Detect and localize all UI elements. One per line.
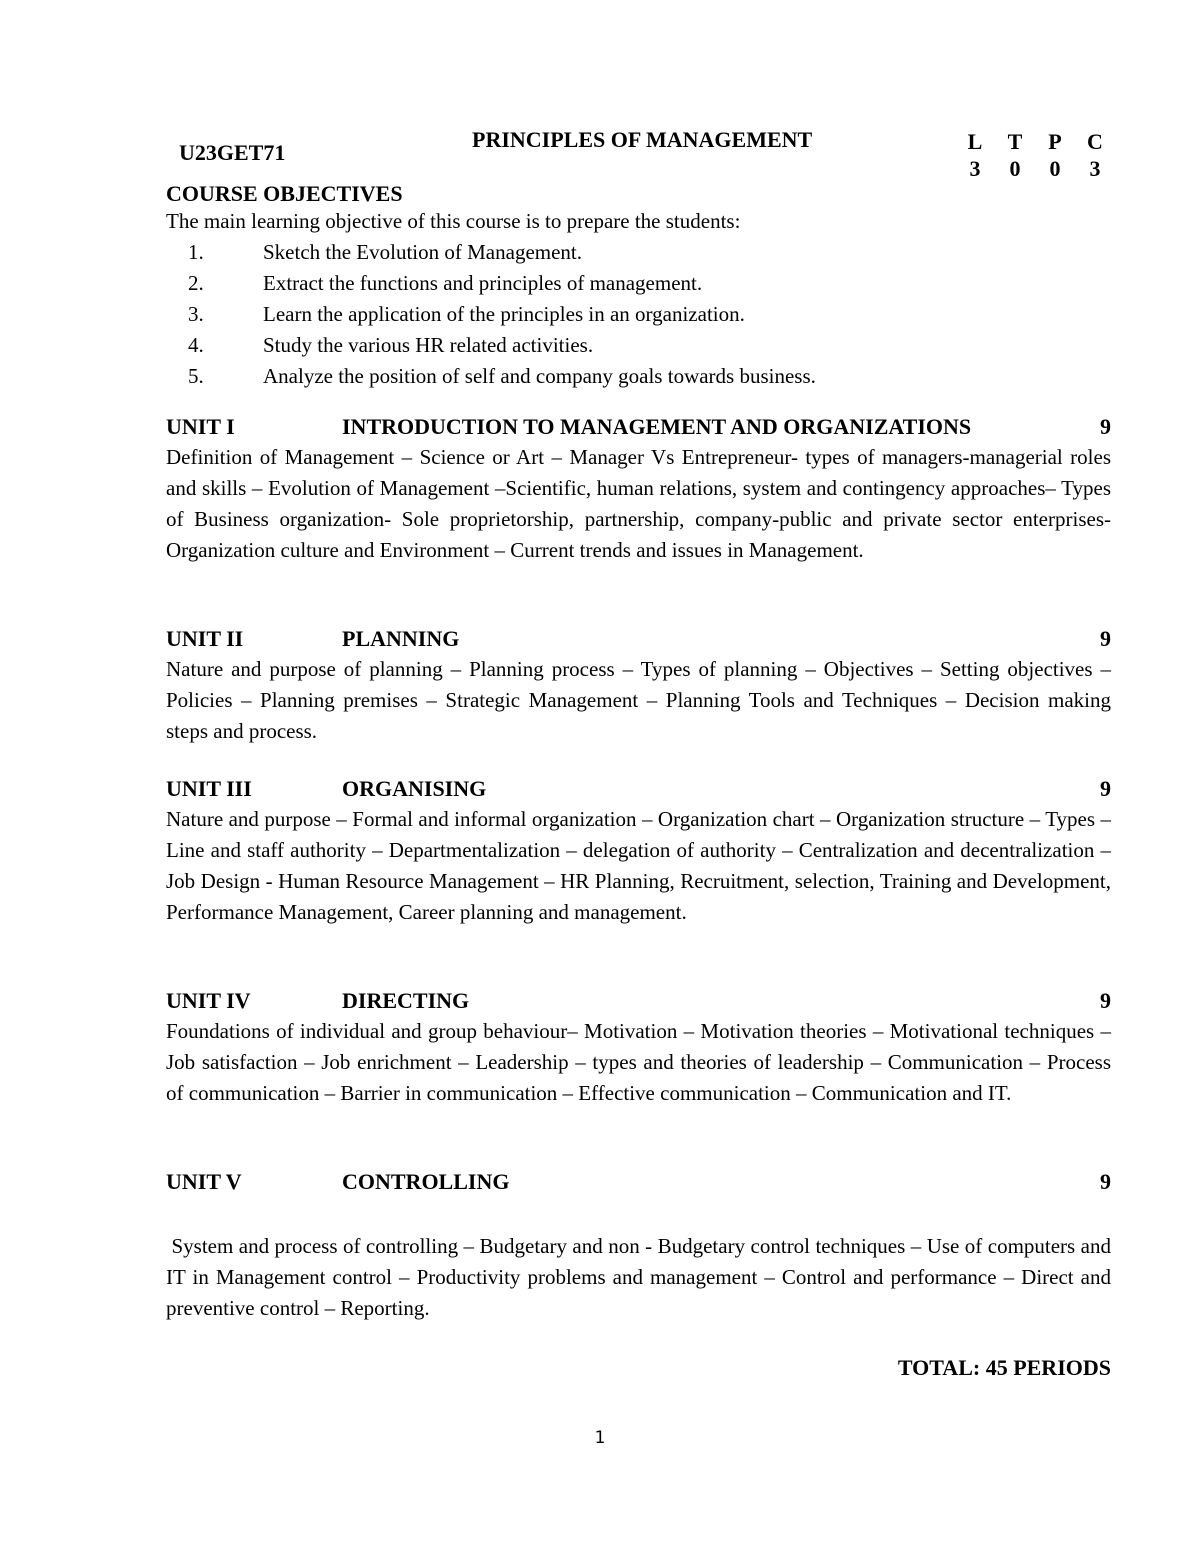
objective-number: 3. — [188, 302, 204, 326]
unit-title: PLANNING — [342, 626, 460, 651]
unit-section-4 — [166, 985, 1111, 1109]
ltpc-value-c: 3 — [1089, 156, 1101, 181]
objective-text: Study the various HR related activities. — [263, 333, 594, 357]
unit-number: UNIT IV — [166, 988, 251, 1013]
objective-number: 2. — [188, 271, 204, 295]
unit-hours: 9 — [1100, 776, 1111, 801]
unit-content: Nature and purpose of planning – Planning process – Types of planning – Objectives – Setting objectives – Policies – Planning premises – Strategic Management – Planning Tools and Techniques – Decision making steps and process. — [166, 657, 1111, 743]
unit-content: Definition of Management – Science or Art – Manager Vs Entrepreneur- types of managers-managerial roles and skills – Evolution of Management –Scientific, human relations, system and contingency approaches– Types of Business organization- Sole proprietorship, partnership, company-public and private sector enterprises- Organization culture and Environment – Current trends and issues in Management. — [166, 445, 1111, 562]
unit-section-5 — [166, 1166, 1117, 1324]
unit-heading — [166, 985, 1111, 1016]
ltpc-header-row — [964, 128, 1106, 155]
unit-heading — [166, 623, 1111, 654]
objective-text: Extract the functions and principles of management. — [263, 271, 703, 295]
ltpc-value-p: 0 — [1049, 156, 1061, 181]
unit-content: System and process of controlling – Budgetary and non - Budgetary control techniques – Use of computers and IT in Management control – Productivity problems and management – Control and performance – Direct and preventive control – Reporting. — [166, 1234, 1117, 1320]
objective-item — [166, 361, 816, 392]
ltpc-table — [964, 128, 1114, 182]
ltpc-header-p: P — [1048, 129, 1062, 154]
unit-content: Foundations of individual and group behaviour– Motivation – Motivation theories – Motivational techniques – Job satisfaction – Job enrichment – Leadership – types and theories of leadership – Communication – Process of communication – Barrier in communication – Effective communication – Communication and IT. — [166, 1019, 1111, 1105]
course-code: U23GET71 — [179, 140, 286, 165]
unit-hours: 9 — [1100, 414, 1111, 439]
ltpc-value-row — [964, 155, 1106, 182]
objectives-list — [166, 237, 816, 392]
unit-section-1 — [166, 411, 1111, 566]
unit-hours: 9 — [1100, 988, 1111, 1013]
ltpc-header-c: C — [1087, 129, 1103, 154]
unit-hours: 9 — [1100, 626, 1111, 651]
unit-heading — [166, 773, 1111, 804]
unit-heading — [166, 1166, 1111, 1197]
page-number: 1 — [594, 1428, 606, 1448]
objectives-intro: The main learning objective of this course is to prepare the students: — [166, 209, 741, 233]
objective-number: 1. — [188, 240, 204, 264]
unit-title: ORGANISING — [342, 776, 487, 801]
ltpc-header-l: L — [967, 129, 983, 154]
objectives-heading: COURSE OBJECTIVES — [166, 181, 403, 206]
unit-content: Nature and purpose – Formal and informal organization – Organization chart – Organization structure – Types – Line and staff authority – Departmentalization – delegation of authority – Centralization and decentralization – Job Design - Human Resource Management – HR Planning, Recruitment, selection, Training and Development, Performance Management, Career planning and management. — [166, 807, 1111, 924]
unit-section-3 — [166, 773, 1111, 928]
objective-number: 4. — [188, 333, 204, 357]
total-periods: TOTAL: 45 PERIODS — [897, 1355, 1111, 1380]
unit-number: UNIT V — [166, 1169, 242, 1194]
objective-item — [166, 330, 816, 361]
unit-hours: 9 — [1100, 1169, 1111, 1194]
unit-number: UNIT I — [166, 414, 235, 439]
unit-section-2 — [166, 623, 1111, 747]
ltpc-value-t: 0 — [1009, 156, 1021, 181]
objective-text: Analyze the position of self and company goals towards business. — [263, 364, 816, 388]
objective-item — [166, 237, 816, 268]
unit-title: DIRECTING — [342, 988, 470, 1013]
unit-title: CONTROLLING — [342, 1169, 510, 1194]
objective-text: Sketch the Evolution of Management. — [263, 240, 583, 264]
unit-title: INTRODUCTION TO MANAGEMENT AND ORGANIZATIONS — [342, 414, 972, 439]
objective-text: Learn the application of the principles in an organization. — [263, 302, 745, 326]
unit-number: UNIT II — [166, 626, 244, 651]
objective-number: 5. — [188, 364, 204, 388]
unit-heading — [166, 411, 1111, 442]
unit-number: UNIT III — [166, 776, 252, 801]
course-title: PRINCIPLES OF MANAGEMENT — [472, 127, 813, 152]
ltpc-value-l: 3 — [969, 156, 981, 181]
ltpc-header-t: T — [1007, 129, 1023, 154]
objective-item — [166, 268, 816, 299]
objective-item — [166, 299, 816, 330]
